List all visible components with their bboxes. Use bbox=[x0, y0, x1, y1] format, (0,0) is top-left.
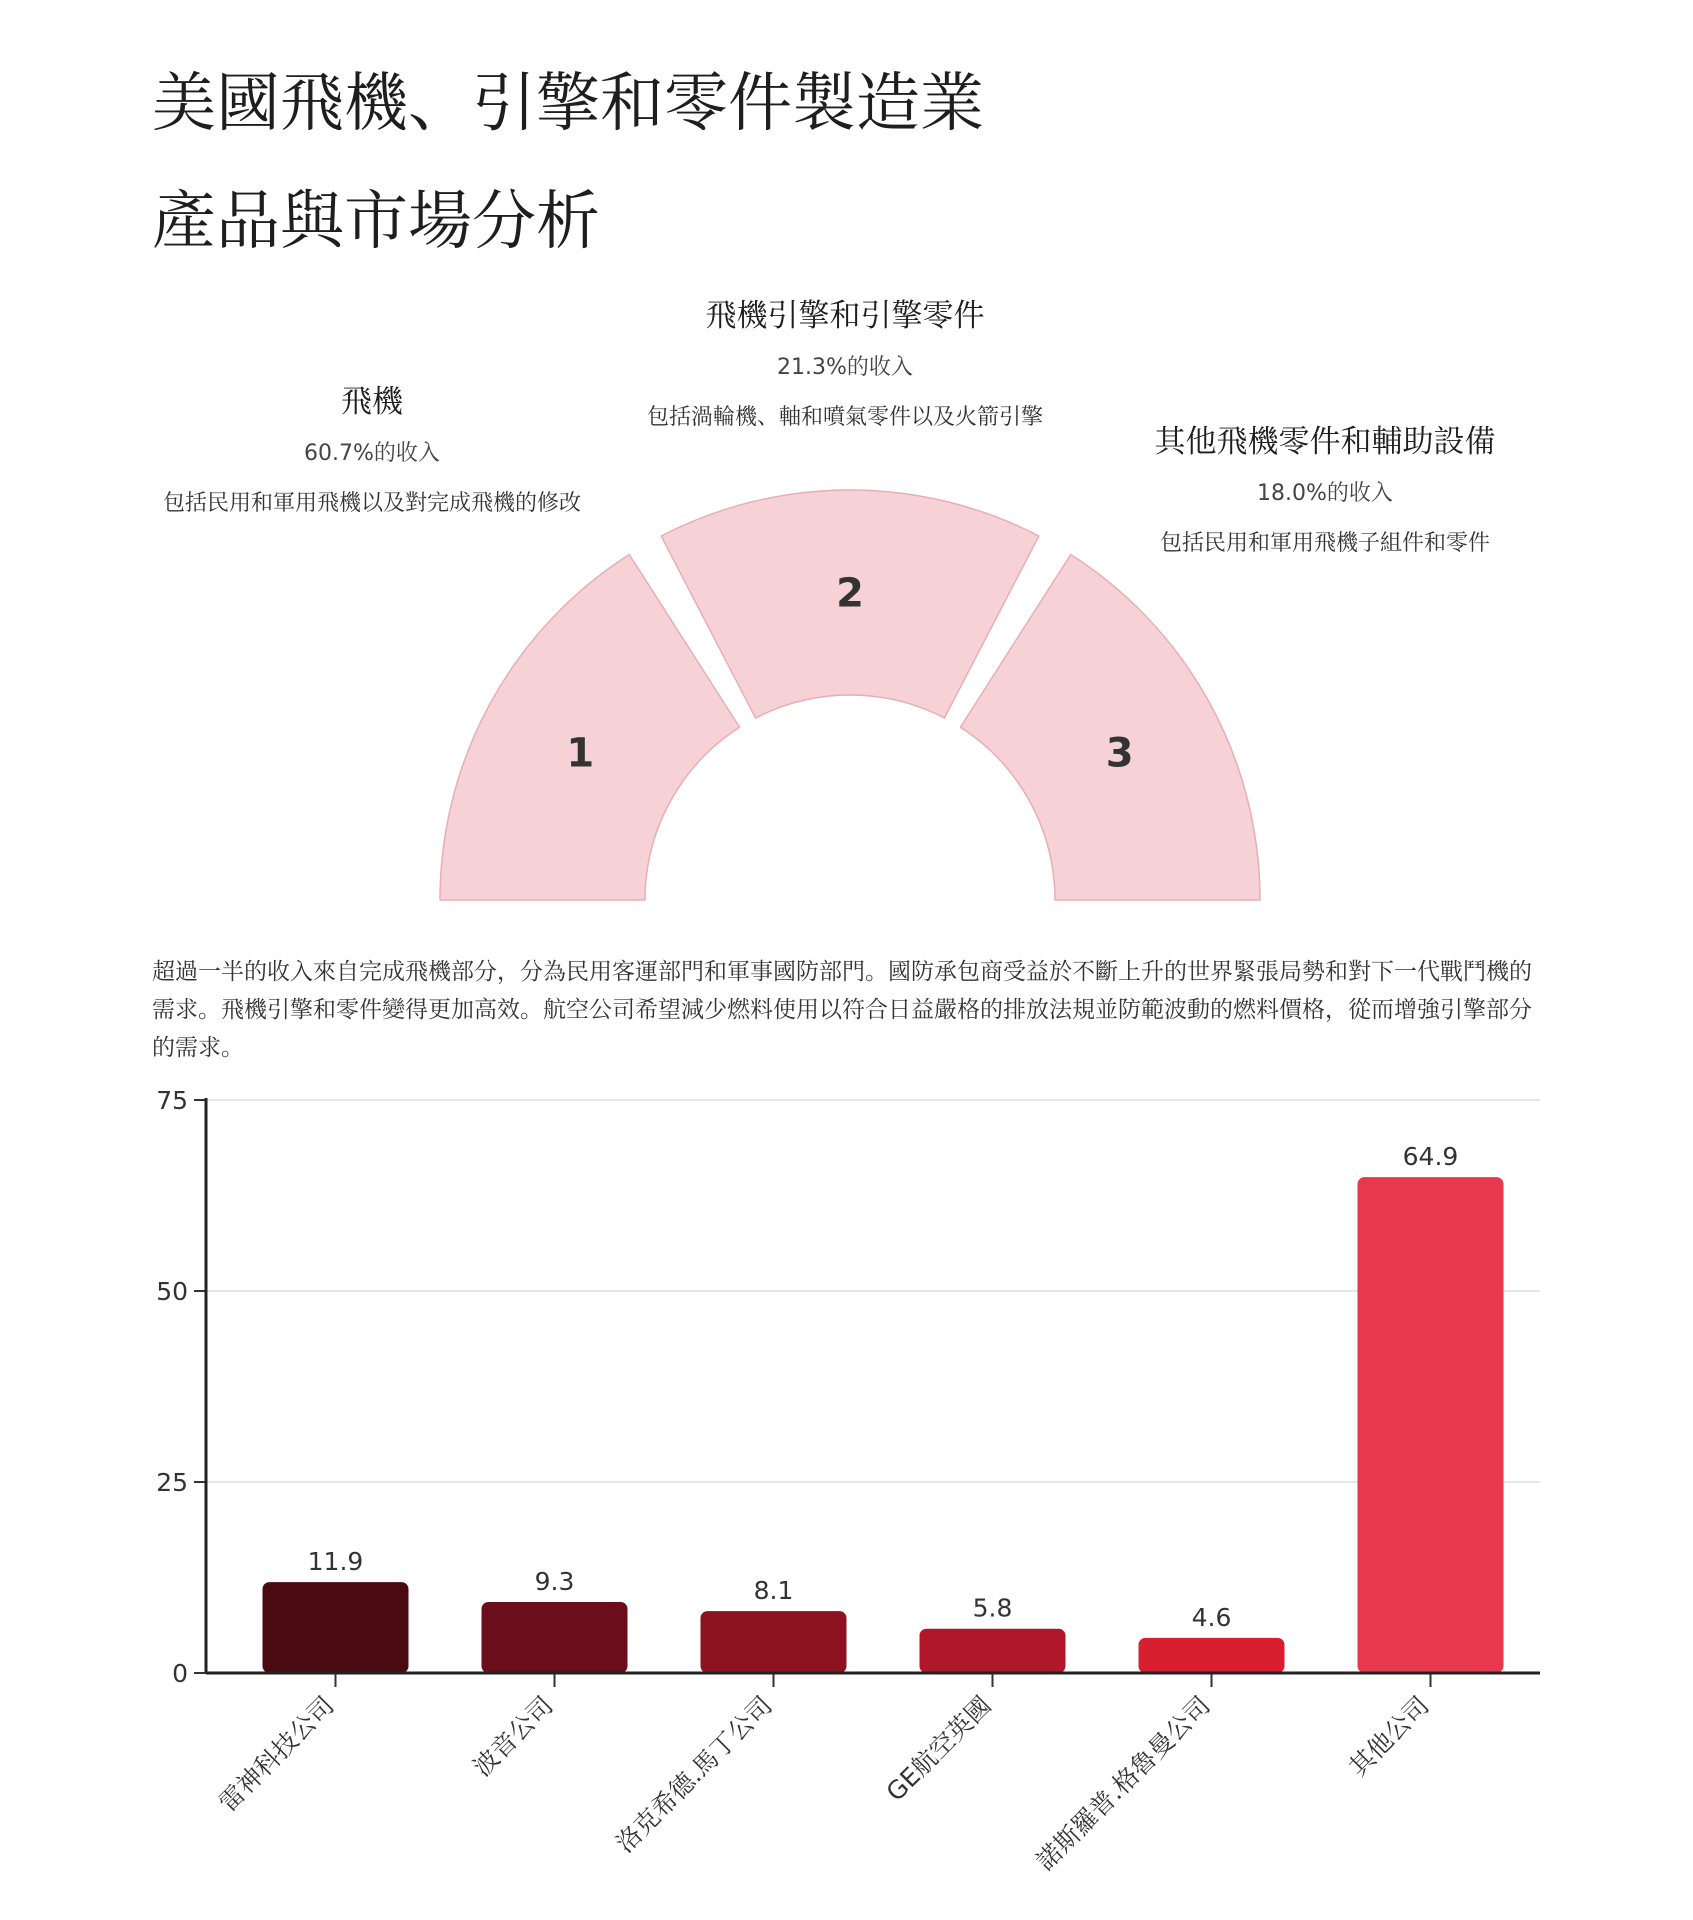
segment-1-number: 1 bbox=[566, 730, 595, 777]
market-share-bar-chart bbox=[120, 1060, 1560, 1900]
bar bbox=[1139, 1638, 1285, 1673]
segment-1-name: 飛機 bbox=[341, 384, 403, 420]
bar bbox=[263, 1582, 409, 1673]
y-tick-label: 50 bbox=[156, 1277, 188, 1306]
segment-3-description: 包括民用和軍用飛機子組件和零件 bbox=[1159, 531, 1490, 556]
x-tick-label: GE航空英國 bbox=[880, 1690, 997, 1807]
x-tick-label: 波音公司 bbox=[467, 1690, 559, 1782]
segment-2-description: 包括渦輪機、軸和噴氣零件以及火箭引擎 bbox=[646, 405, 1043, 430]
segment-2-percent: 21.3%的收入 bbox=[777, 355, 913, 380]
x-tick-label: 雷神科技公司 bbox=[213, 1690, 340, 1818]
x-tick-label: 其他公司 bbox=[1343, 1690, 1435, 1782]
segment-3-number: 3 bbox=[1105, 730, 1134, 777]
segment-2-name: 飛機引擎和引擎零件 bbox=[705, 298, 985, 334]
y-tick-label: 0 bbox=[172, 1659, 188, 1688]
segment-1-description: 包括民用和軍用飛機以及對完成飛機的修改 bbox=[162, 491, 581, 516]
bar bbox=[701, 1611, 847, 1673]
description-paragraph: 超過一半的收入來自完成飛機部分，分為民用客運部門和軍事國防部門。國防承包商受益於不斷上升的世界緊張局勢和對下一代戰鬥機的需求。飛機引擎和零件變得更加高效。航空公司希望減少燃料使用以符合日益嚴格的排放法規並防範波動的燃料價格，從而增強引擎部分的需求。 bbox=[152, 959, 1532, 1061]
segment-1-wedge bbox=[440, 555, 740, 900]
bar-value-label: 11.9 bbox=[307, 1547, 364, 1577]
segment-3-wedge bbox=[960, 555, 1260, 900]
x-tick-label: 洛克希德.馬丁公司 bbox=[610, 1690, 778, 1859]
bar bbox=[920, 1629, 1066, 1673]
page-subtitle: 產品與市場分析 bbox=[152, 185, 600, 259]
y-tick-label: 75 bbox=[156, 1086, 188, 1115]
bar-value-label: 9.3 bbox=[534, 1566, 575, 1596]
bar-value-label: 4.6 bbox=[1191, 1602, 1232, 1632]
segment-2-label bbox=[610, 296, 1080, 438]
semicircle-segment-diagram bbox=[420, 480, 1280, 920]
segment-1-percent: 60.7%的收入 bbox=[304, 441, 440, 466]
page-title: 美國飛機、引擎和零件製造業 bbox=[152, 67, 984, 141]
bar-value-label: 64.9 bbox=[1402, 1142, 1459, 1172]
bar bbox=[1358, 1177, 1504, 1673]
segment-3-percent: 18.0%的收入 bbox=[1257, 481, 1393, 506]
bar-value-label: 8.1 bbox=[753, 1576, 794, 1606]
bar-value-label: 5.8 bbox=[972, 1593, 1013, 1623]
bar bbox=[482, 1602, 628, 1673]
segment-2-number: 2 bbox=[836, 570, 864, 617]
y-tick-label: 25 bbox=[156, 1468, 188, 1497]
segment-3-name: 其他飛機零件和輔助設備 bbox=[1154, 424, 1496, 460]
x-tick-label: 諾斯羅普.格魯曼公司 bbox=[1030, 1690, 1216, 1876]
